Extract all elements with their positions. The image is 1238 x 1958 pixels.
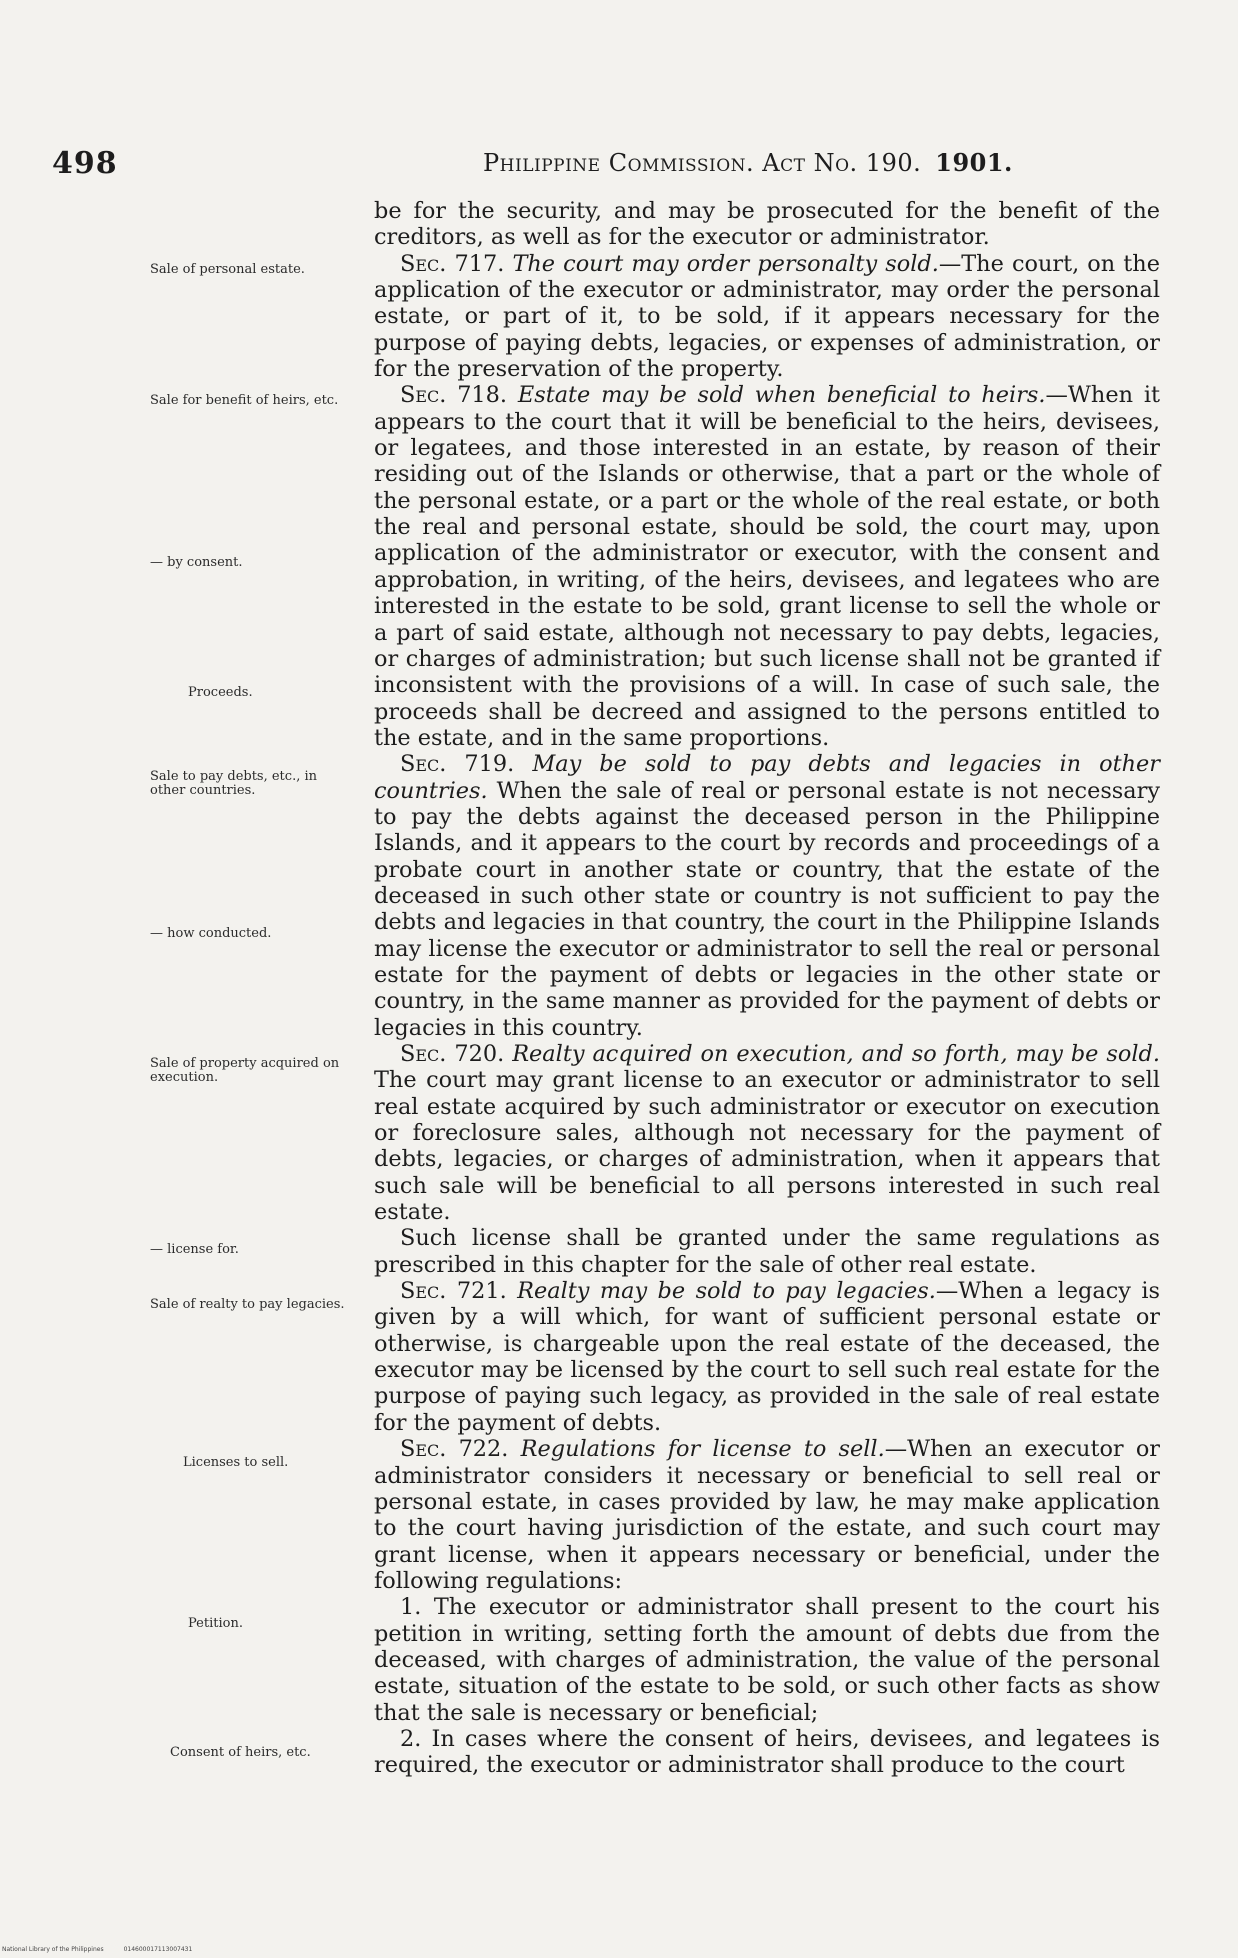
margin-note: Petition. [188, 1616, 243, 1631]
margin-note: Sale for benefit of heirs, etc. [150, 393, 339, 408]
margin-note: Sale of property acquired on execution. [150, 1056, 340, 1085]
margin-note: Sale to pay debts, etc., in other countries. [150, 769, 317, 798]
regulation-item [374, 1726, 1160, 1779]
paragraph-text: 1. The executor or administrator shall present to the court his petition in writing, setting forth the amount of debts due from the deceased, with charges of administration, the value of the personal estate, situation of the estate to be sold, or such other facts as show that the sale is necessary or beneficial; [374, 1594, 1160, 1726]
margin-note: — license for. [150, 1242, 239, 1257]
paragraph-text: be for the security, and may be prosecuted for the benefit of the creditors, as well as for the executor or administrator. [374, 198, 1160, 251]
section-718 [374, 382, 1160, 751]
section-text: —When an executor or administrator considers it necessary or beneficial to sell real or personal estate, in cases provided by law, he may make application to the court having jurisdiction of the estate, and such court may grant license, when it appears necessary or beneficial, under the following regulations: [374, 1436, 1161, 1594]
paragraph [374, 1225, 1160, 1278]
paragraph [374, 198, 1160, 251]
paragraph-text: 2. In cases where the consent of heirs, devisees, and legatees is required, the executor or administrator shall produce to the court [374, 1725, 1160, 1779]
footer-code: 014600017113007431 [123, 1946, 193, 1953]
running-head-year: 1901. [935, 148, 1013, 177]
section-721 [374, 1278, 1160, 1436]
section-text: —When a legacy is given by a will which, for want of sufficient personal estate or otherwise, is chargeable upon the real estate of the deceased, the executor may be licensed by the court to sell such real estate for the purpose of paying such legacy, as provided in the sale of real estate for the payment of debts. [374, 1278, 1160, 1436]
margin-note: Sale of personal estate. [150, 262, 305, 277]
margin-note: Proceeds. [188, 685, 253, 700]
margin-note: — by consent. [150, 555, 243, 570]
regulation-item [374, 1594, 1160, 1726]
section-title: Realty may be sold to pay legacies. [517, 1278, 936, 1305]
footer-library: National Library of the Philippines [2, 1946, 104, 1953]
section-title: Estate may be sold when beneficial to heirs. [517, 382, 1046, 409]
section-title: May be sold to pay debts and legacies in other countries. [374, 751, 1160, 804]
margin-note: — how conducted. [150, 926, 272, 941]
section-number: Sec. 722. [400, 1436, 509, 1463]
body-text [374, 198, 1160, 1779]
section-title: Realty acquired on execution, and so forth, may be sold. [512, 1041, 1160, 1067]
margin-note: Sale of realty to pay legacies. [150, 1297, 345, 1312]
section-text: —The court, on the application of the executor or administrator, may order the personal estate, or part of it, to be sold, if it appears necessary for the purpose of paying debts, legacies, or expenses of administration, or for the preservation of the property. [374, 250, 1160, 383]
section-722 [374, 1436, 1160, 1594]
section-number: Sec. 718. [400, 382, 508, 409]
running-head-title: Philippine Commission. Act No. 190. [483, 149, 922, 177]
section-number: Sec. 721. [400, 1278, 507, 1305]
section-720 [374, 1041, 1160, 1225]
section-text: —When it appears to the court that it will be beneficial to the heirs, devisees, or legatees, and those interested in an estate, by reason of their residing out of the Islands or otherwise, that a part or the whole of the personal estate, or a part or the whole of the real estate, or both the real and personal estate, should be sold, the court may, upon application of the administrator or executor, with the consent and approbation, in writing, of the heirs, devisees, and legatees who are interested in the estate to be sold, grant license to sell the whole or a part of said estate, although not necessary to pay debts, legacies, or charges of administration; but such license shall not be granted if inconsistent with the provisions of a will. In case of such sale, the proceeds shall be decreed and assigned to the persons entitled to the estate, and in the same proportions. [374, 382, 1160, 751]
section-719 [374, 751, 1160, 1041]
section-text: When the sale of real or personal estate is not necessary to pay the debts against the deceased person in the Philippine Islands, and it appears to the court by records and proceedings of a probate court in another state or country, that the estate of the deceased in such other state or country is not sufficient to pay the debts and legacies in that country, the court in the Philippine Islands may license the executor or administrator to sell the real or personal estate for the payment of debts or legacies in the other state or country, in the same manner as provided for the payment of debts or legacies in this country. [374, 777, 1160, 1041]
section-title: The court may order personalty sold. [512, 250, 939, 277]
section-text: The court may grant license to an executor or administrator to sell real estate acquired by such administrator or executor on execution or foreclosure sales, although not necessary for the payment of debts, legacies, or charges of administration, when it appears that such sale will be beneficial to all persons interested in such real estate. [374, 1067, 1160, 1226]
page-number: 498 [52, 146, 118, 181]
running-head [483, 148, 1013, 177]
section-number: Sec. 717. [400, 250, 505, 277]
paragraph-text: Such license shall be granted under the same regulations as prescribed in this chapter for the sale of other real estate. [374, 1225, 1160, 1278]
margin-note: Consent of heirs, etc. [170, 1745, 311, 1760]
section-title: Regulations for license to sell. [520, 1436, 885, 1463]
section-717 [374, 251, 1160, 383]
section-number: Sec. 720. [400, 1041, 505, 1067]
margin-note: Licenses to sell. [183, 1455, 289, 1470]
section-number: Sec. 719. [400, 751, 515, 778]
footer [2, 1946, 192, 1953]
